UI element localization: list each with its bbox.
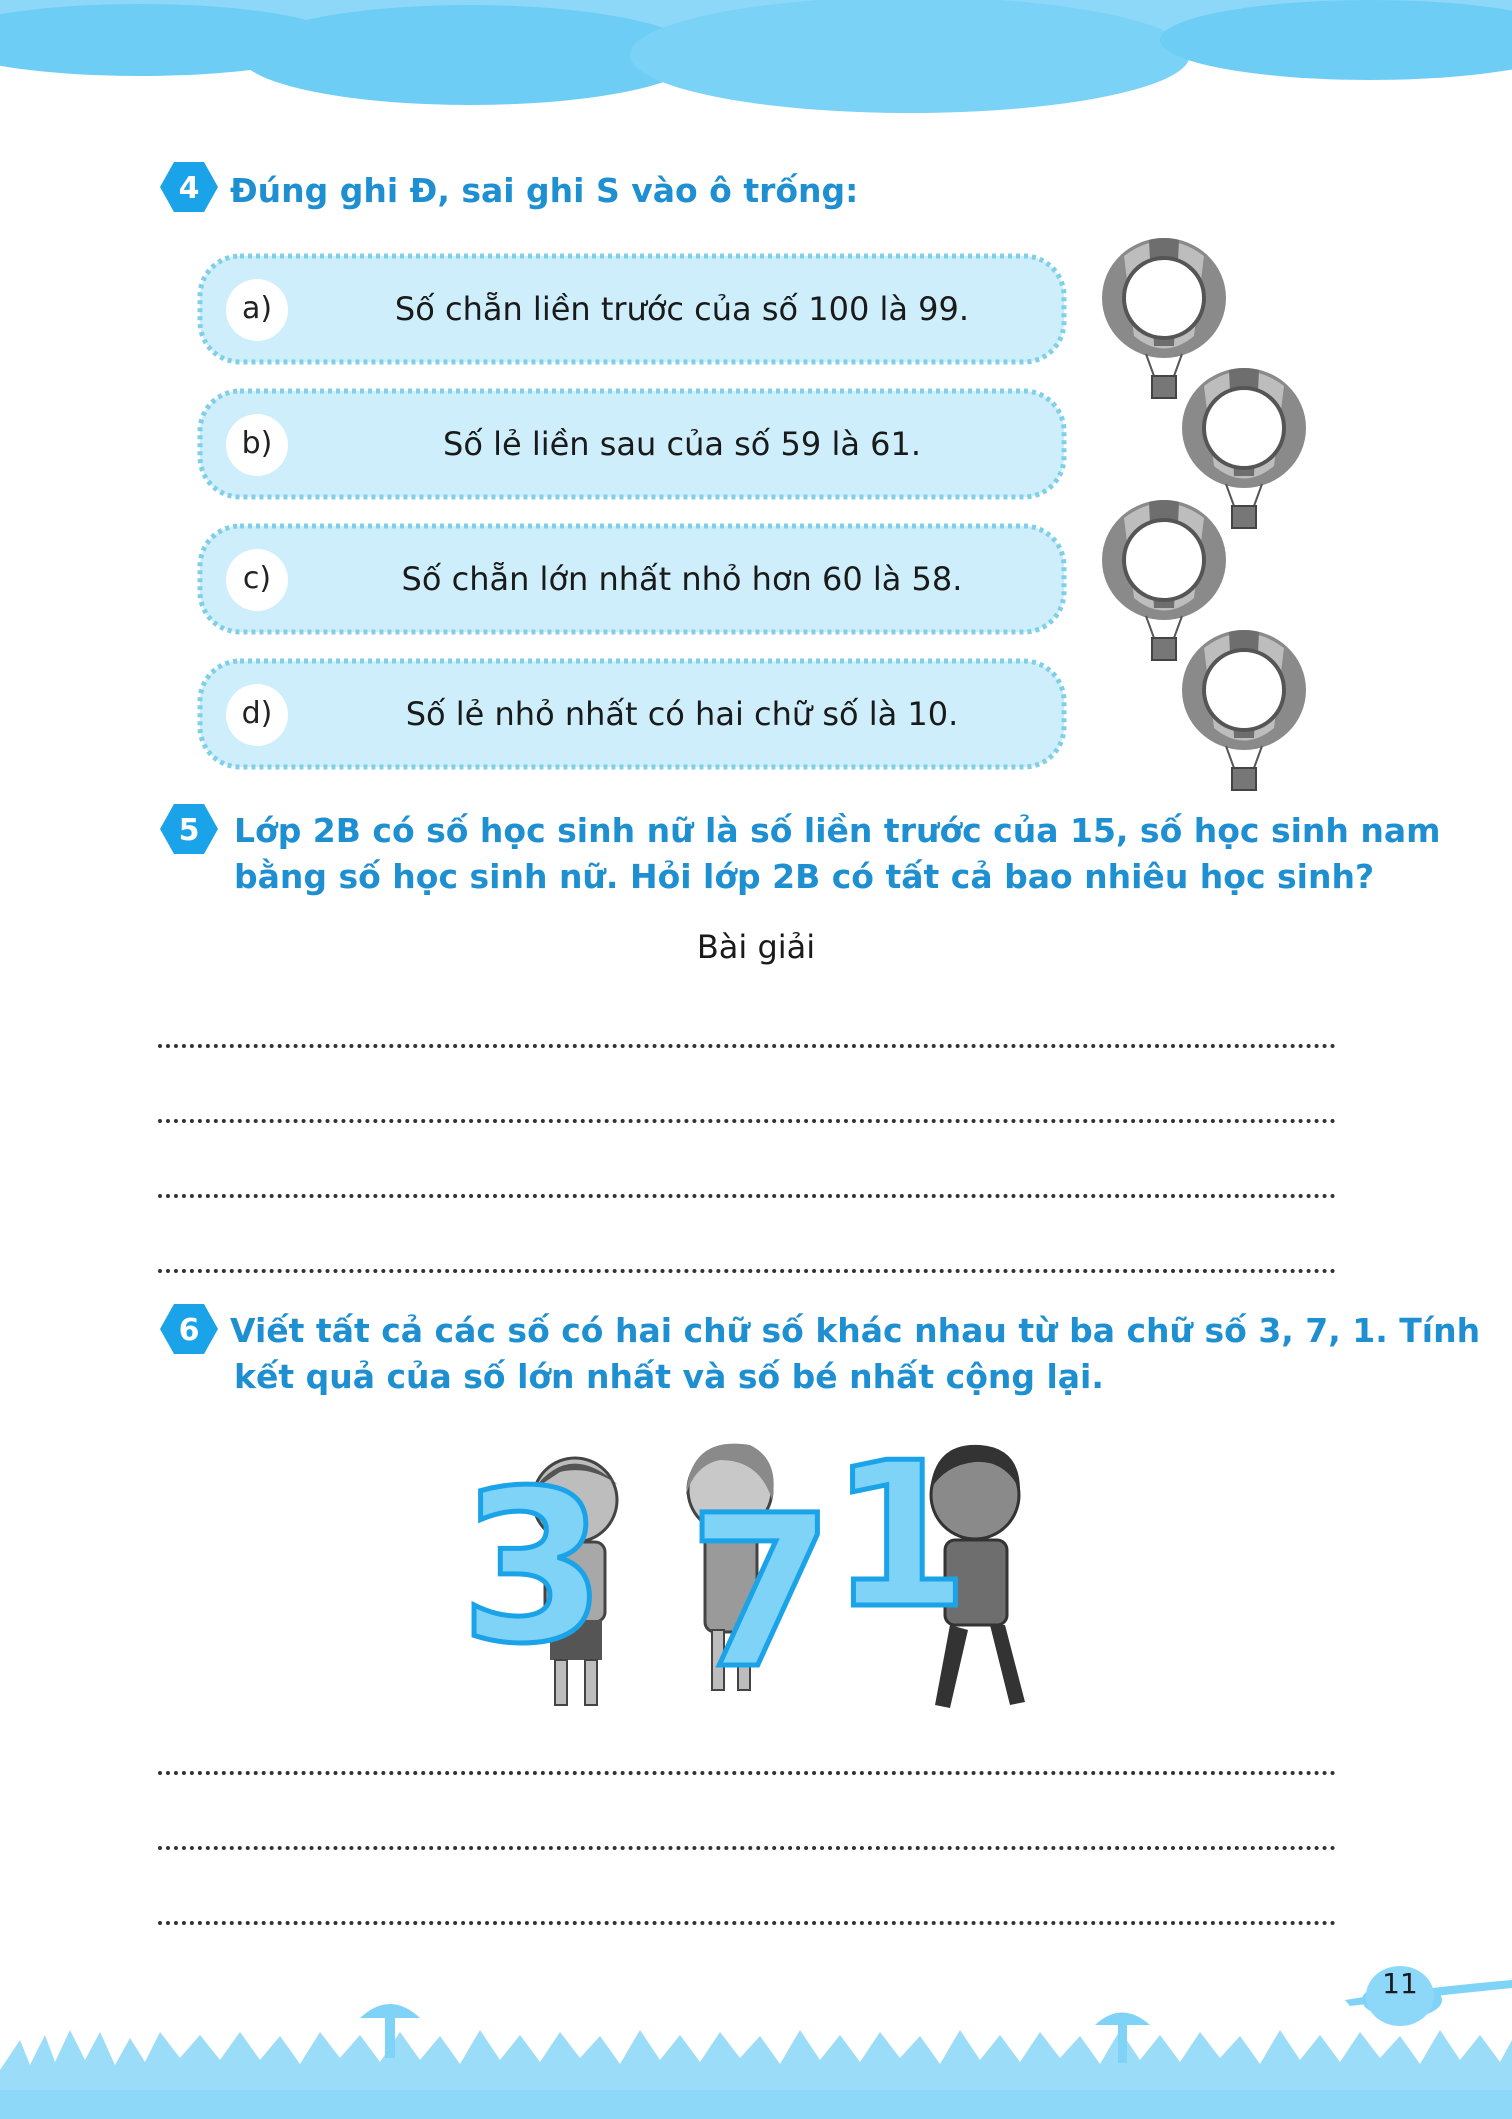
statement-row-c [196,522,1068,636]
question-5-line-1: Lớp 2B có số học sinh nữ là số liền trước của 15, số học sinh nam [234,811,1441,850]
question-4-badge [160,160,218,214]
question-6-line-1: Viết tất cả các số có hai chữ số khác nhau từ ba chữ số 3, 7, 1. Tính [230,1311,1481,1350]
statement-letter: c) [226,549,288,611]
answer-line[interactable] [158,1044,1336,1048]
statement-letter: d) [226,684,288,746]
answer-line[interactable] [158,1921,1336,1925]
statement-text: Số lẻ liền sau của số 59 là 61. [443,425,921,463]
statement-letter: a) [226,279,288,341]
digit-seven: 7 [688,1470,835,1715]
solution-label: Bài giải [696,928,816,966]
digit-three: 3 [460,1445,607,1690]
digit-one: 1 [830,1420,970,1653]
question-5-badge [160,802,218,856]
question-6-line-2: kết quả của số lớn nhất và số bé nhất cộng lại. [234,1357,1104,1396]
statement-row-a [196,252,1068,366]
statement-text: Số chẵn lớn nhất nhỏ hơn 60 là 58. [401,560,963,598]
question-4-number: 4 [178,171,200,206]
question-6-badge [160,1302,218,1356]
question-4-title: Đúng ghi Đ, sai ghi S vào ô trống: [230,171,859,210]
statement-letter: b) [226,414,288,476]
statement-row-d [196,657,1068,771]
statement-row-b [196,387,1068,501]
statement-text: Số lẻ nhỏ nhất có hai chữ số là 10. [405,695,959,733]
answer-line[interactable] [158,1771,1336,1775]
answer-line[interactable] [158,1194,1336,1198]
question-6-number: 6 [178,1313,200,1348]
page-number: 11 [1382,1967,1418,2000]
kids-holding-digits-illustration [420,1420,1080,1720]
question-5-number: 5 [178,813,200,848]
answer-line[interactable] [158,1119,1336,1123]
balloon-answer-box-d[interactable] [1174,628,1314,798]
answer-line[interactable] [158,1846,1336,1850]
statement-text: Số chẵn liền trước của số 100 là 99. [394,290,970,328]
answer-line[interactable] [158,1269,1336,1273]
cloud-header [0,0,1512,120]
grass-footer [0,1940,1512,2119]
question-5-line-2: bằng số học sinh nữ. Hỏi lớp 2B có tất cả bao nhiêu học sinh? [234,857,1375,896]
